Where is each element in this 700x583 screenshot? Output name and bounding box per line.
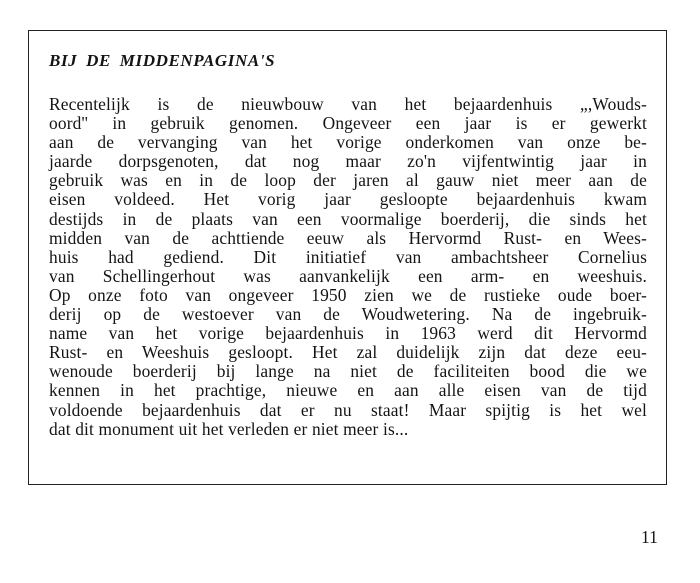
body-line: dat dit monument uit het verleden er niet meer is... — [49, 418, 409, 439]
article-box — [28, 30, 667, 485]
body-line: wenoude boerderij bij lange na niet de faciliteiten bood die we — [49, 361, 647, 382]
body-line: Rust- en Weeshuis gesloopt. Het zal duidelijk zijn dat deze eeu- — [49, 342, 647, 363]
body-line: midden van de achttiende eeuw als Hervormd Rust- en Wees- — [49, 227, 647, 248]
body-line: Recentelijk is de nieuwbouw van het bejaardenhuis „,Wouds- — [49, 94, 647, 114]
body-line: voldoende bejaardenhuis dat er nu staat! Maar spijtig is het wel — [49, 399, 647, 420]
body-line: kennen in het prachtige, nieuwe en aan alle eisen van de tijd — [49, 380, 647, 401]
body-line: van Schellingerhout was aanvankelijk een arm- en weeshuis. — [49, 265, 647, 286]
body-line: aan de vervanging van het vorige onderkomen van onze be- — [49, 132, 647, 153]
body-line: gebruik was en in de loop der jaren al gauw niet meer aan de — [49, 170, 647, 191]
body-line: huis had gediend. Dit initiatief van ambachtsheer Cornelius — [49, 246, 647, 267]
body-line: jaarde dorpsgenoten, dat nog maar zo'n vijfentwintig jaar in — [49, 151, 647, 172]
body-line: destijds in de plaats van een voormalige boerderij, die sinds het — [49, 208, 647, 229]
body-line: oord'' in gebruik genomen. Ongeveer een jaar is er gewerkt — [49, 113, 647, 134]
body-line: eisen voldeed. Het vorig jaar gesloopte bejaardenhuis kwam — [49, 189, 647, 210]
body-line: name van het vorige bejaardenhuis in 1963 werd dit Hervormd — [49, 323, 647, 344]
article-heading: BIJ DE MIDDENPAGINA'S — [49, 51, 276, 70]
body-line: Op onze foto van ongeveer 1950 zien we de rustieke oude boer- — [49, 284, 647, 305]
page-number: 11 — [641, 527, 658, 547]
body-line: derij op de westoever van de Woudwetering. Na de ingebruik- — [49, 304, 647, 325]
article-body — [49, 95, 647, 439]
